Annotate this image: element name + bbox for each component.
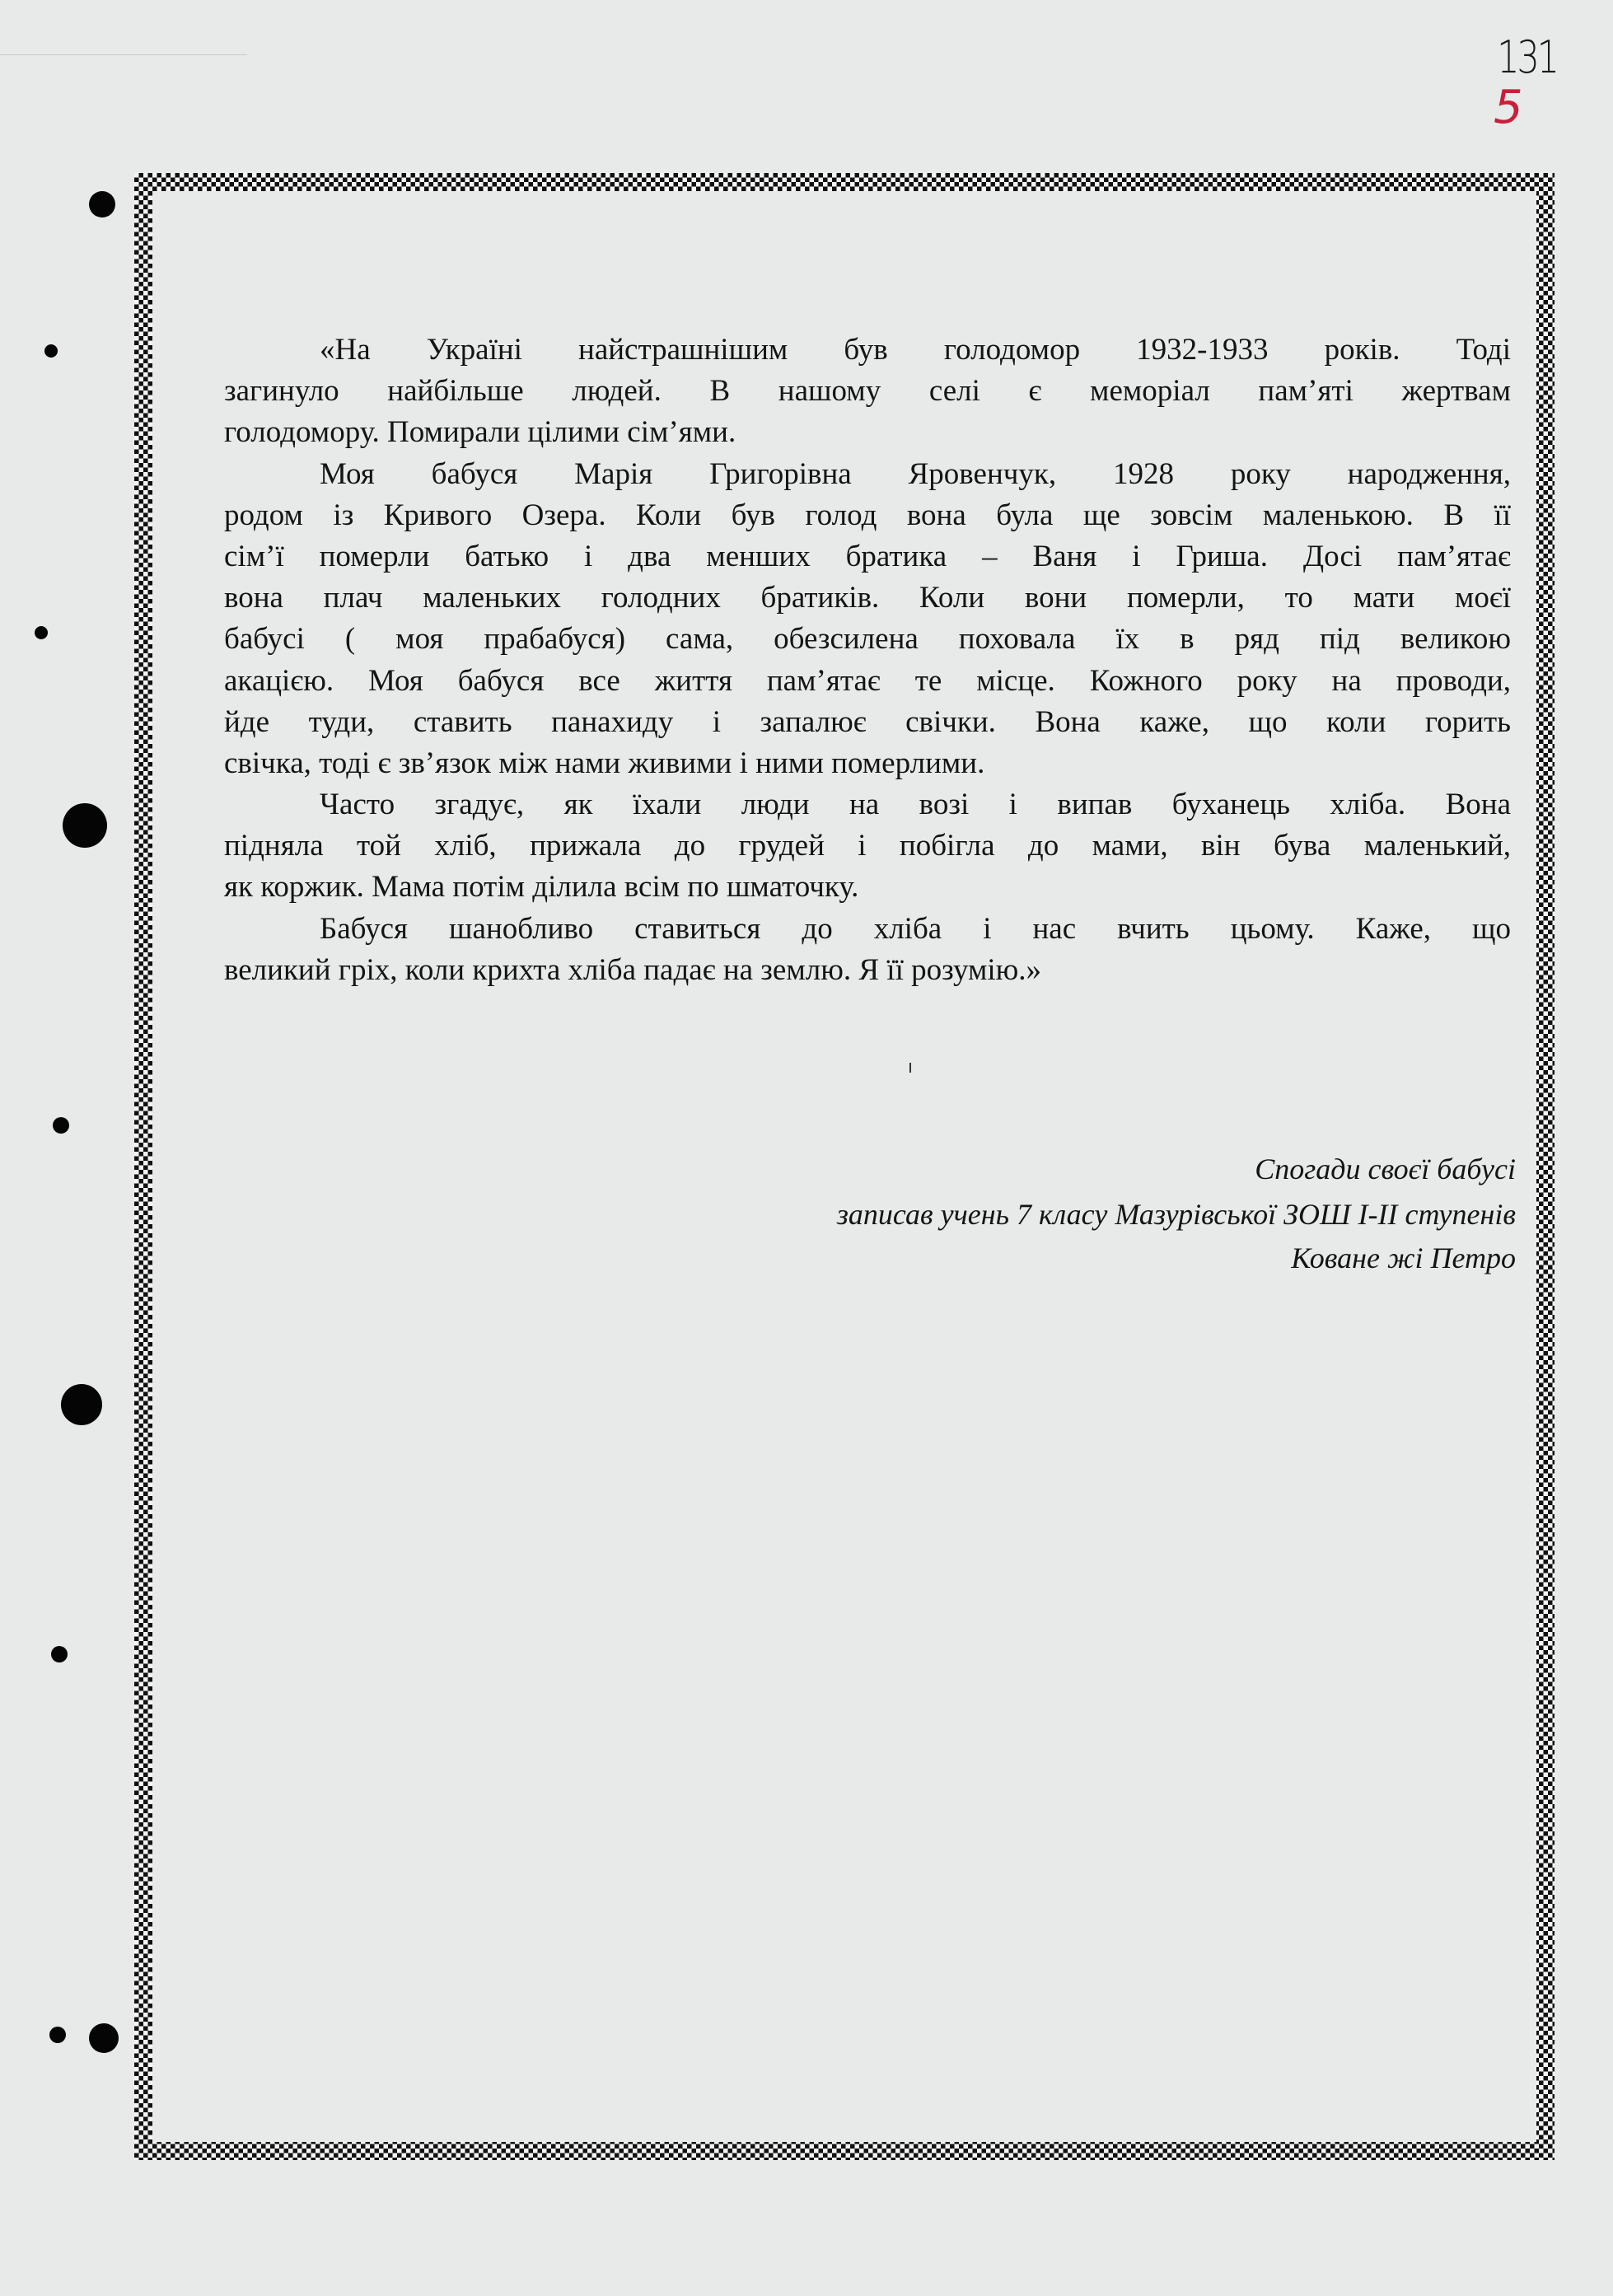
punch-hole — [63, 803, 107, 848]
text-line: акацією. Моя бабуся все життя пам’ятає те місце. Кожного року на проводи, — [224, 663, 1511, 698]
text-line: свічка, тоді є зв’язок між нами живими і ними померлими. — [224, 746, 985, 780]
punch-hole — [89, 191, 115, 217]
text-line: загинуло найбільше людей. В нашому селі є меморіал пам’яті жертвам — [224, 374, 1511, 409]
punch-hole — [35, 626, 48, 639]
text-line: Моя бабуся Марія Григорівна Яровенчук, 1928 року народження, — [320, 456, 1511, 491]
text-line: «На Україні найстрашнішим був голодомор 1932-1933 років. Тоді — [320, 333, 1511, 367]
punch-hole — [51, 1646, 68, 1662]
memoir-text — [224, 330, 1511, 991]
signature-line-3: Коване жі Петро — [1291, 1242, 1516, 1274]
punch-hole — [61, 1384, 102, 1425]
text-line: голодомору. Помирали цілими сім’ями. — [224, 415, 736, 450]
text-line: йде туди, ставить панахиду і запалює свічки. Вона каже, що коли горить — [224, 704, 1511, 739]
signature-line-1: Спогади своєї бабусі — [1255, 1153, 1516, 1185]
punch-hole — [49, 2027, 66, 2043]
text-line: Часто згадує, як їхали люди на возі і випав буханець хліба. Вона — [320, 788, 1511, 822]
punch-hole — [44, 344, 58, 358]
sheet-number: 5 — [1494, 81, 1523, 134]
text-line: бабусі ( моя прабабуся) сама, обезсилена поховала їх в ряд під великою — [224, 622, 1511, 657]
text-line: великий гріх, коли крихта хліба падає на землю. Я її розумію.» — [224, 952, 1042, 987]
text-line: як коржик. Мама потім ділила всім по шматочку. — [224, 870, 859, 905]
text-line: родом із Кривого Озера. Коли був голод вона була ще зовсім маленькою. В її — [224, 498, 1511, 532]
punch-hole — [89, 2023, 119, 2053]
text-line: Бабуся шанобливо ставиться до хліба і нас вчить цьому. Каже, що — [320, 911, 1511, 946]
text-line: вона плач маленьких голодних братиків. Коли вони померли, то мати моєї — [224, 581, 1511, 615]
text-line: підняла той хліб, прижала до грудей і побігла до мами, він бува маленький, — [224, 829, 1511, 863]
archive-number: 131 — [1497, 31, 1557, 83]
scan-edge-line — [0, 54, 247, 55]
punch-hole — [53, 1117, 69, 1134]
speck — [909, 1063, 911, 1073]
text-line: сім’ї померли батько і два менших братика – Ваня і Гриша. Досі пам’ятає — [224, 539, 1511, 573]
signature-line-2: записав учень 7 класу Мазурівської ЗОШ І-ІІ ступенів — [836, 1198, 1516, 1231]
